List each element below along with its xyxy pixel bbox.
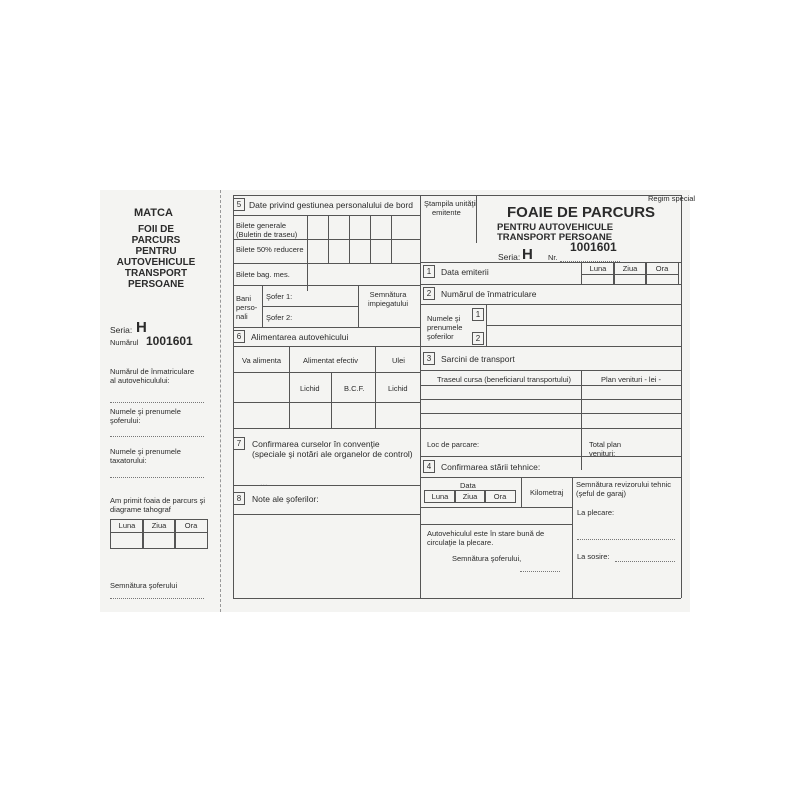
sofer1-field[interactable] [486,325,681,326]
la-sosire-label: La sosire: [577,552,610,561]
frame-bottom [233,598,681,599]
sec3-title: Sarcini de transport [441,354,515,364]
traseu-row-2[interactable] [420,413,681,414]
semnatura-impiegat-label: Semnătura impiegatului [368,290,409,308]
stub-signature-line[interactable] [110,598,204,599]
stub-date-header-ziua: Ziua [142,519,176,533]
bcf-label: B.C.F. [344,384,365,393]
alimentat-efectiv-label: Alimentat efectiv [303,356,359,365]
bilete-bag-label: Bilete bag. mes. [236,270,290,279]
stub-seria-label: Seria: [110,325,133,335]
ghost-text: ⋯ [260,480,268,489]
kilometraj-label: Kilometraj [530,488,564,497]
bani-personali-label: Bani perso- nali [236,294,258,321]
sec1-title: Data emiterii [441,267,489,277]
la-plecare-line[interactable] [577,539,675,540]
form-subtitle: PENTRU AUTOVEHICULE TRANSPORT PERSOANE [497,222,614,243]
frame-middle [420,195,421,598]
form-nr-label: Nr. [548,253,558,262]
bilete-50-label: Bilete 50% reducere [236,245,304,254]
sofer2-field[interactable] [420,346,681,347]
stub-taxator-label: Numele şi prenumele taxatorului: [110,447,181,465]
form-seria-label: Seria: [498,252,521,262]
stub-date-header-ora: Ora [174,519,208,533]
sec2-number: 2 [423,287,435,300]
stub-plate-label: Numărul de înmatriculare al autovehiculului: [110,367,195,385]
regim-special: Regim special [648,194,696,203]
total-plan-label: Total plan venituri: [589,440,622,458]
sec4-number: 4 [423,460,435,473]
sec3-number: 3 [423,352,435,365]
traseul-header: Traseul cursa (beneficiarul transportului) [437,375,571,384]
stub-signature-label: Semnătura şoferului [110,581,178,590]
data-header-ziua: Ziua [454,490,486,503]
semnatura-sofer-line[interactable] [520,571,560,572]
stub-driver-line[interactable] [110,436,204,437]
sec5-title: Date privind gestiunea personalului de bord [249,200,413,210]
stub-numarul-value: 1001601 [146,334,193,348]
stub-title: MATCA [134,207,173,219]
semnatura-sofer-label: Semnătura şoferului, [452,554,522,563]
traseu-row-1[interactable] [420,399,681,400]
lichid-label: Lichid [300,384,320,393]
ulei-label: Ulei [392,356,405,365]
data-header: Data [460,481,476,490]
autovehicul-label: Autovehiculul este în stare bună de circulaţie la plecare. [427,529,545,547]
emit-header-ziua: Ziua [613,262,647,275]
stub-plate-line[interactable] [110,402,204,403]
stub-date-ora-field[interactable] [174,532,208,549]
numele-soferilor-label: Numele şi prenumele şoferilor [427,314,463,341]
sofer-number-2: 2 [472,332,484,345]
sec8-title: Note ale şoferilor: [252,494,319,504]
bilete-generale-label: Bilete generale (Buletin de traseu) [236,221,298,239]
stamp-label: Ştampila unităţii emitente [424,199,477,217]
form-number: 1001601 [570,240,617,254]
emit-header-ora: Ora [645,262,679,275]
sec8-number: 8 [233,492,245,505]
plan-venituri-header: Plan venituri - lei - [601,375,662,384]
stub-date-luna-field[interactable] [110,532,144,549]
stub-driver-label: Numele şi prenumele şoferului: [110,407,181,425]
la-plecare-label: La plecare: [577,508,615,517]
stub-seria-value: H [136,319,147,336]
loc-parcare-label: Loc de parcare: [427,440,480,449]
sec6-number: 6 [233,330,245,343]
lichid2-label: Lichid [388,384,408,393]
va-alimenta-label: Va alimenta [242,356,282,365]
form-title: FOAIE DE PARCURS [507,204,656,221]
sofer-number-1: 1 [472,308,484,321]
stub-received-label: Am primit foaia de parcurs şi diagrame tahograf [110,496,206,514]
sec6-title: Alimentarea autovehicului [251,332,349,342]
sec4-title: Confirmarea stării tehnice: [441,462,541,472]
stub-date-header-luna: Luna [110,519,144,533]
perforation-line [220,190,221,612]
revizor-label: Semnătura revizorului tehnic (şeful de garaj) [576,480,672,498]
sec2-title: Numărul de înmatriculare [441,289,537,299]
data-header-ora: Ora [484,490,516,503]
sofer1-label: Şofer 1: [266,292,293,301]
frame-left [233,195,234,598]
la-sosire-line[interactable] [615,561,675,562]
emit-header-luna: Luna [581,262,615,275]
frame-right [681,195,682,598]
sofer2-label: Şofer 2: [266,313,293,322]
stub-taxator-line[interactable] [110,477,204,478]
data-header-luna: Luna [424,490,456,503]
form-seria-value: H [522,246,533,263]
sec7-title: Confirmarea curselor în convenţie (speciale şi notări ale organelor de control) [252,439,413,459]
sec7-number: 7 [233,437,245,450]
frame-top [233,195,681,196]
stub-numarul-label: Numărul [110,338,139,347]
sec1-number: 1 [423,265,435,278]
stub-subtitle: FOII DE PARCURS PENTRU AUTOVEHICULE TRANSPORT PERSOANE [116,224,196,290]
stub-date-ziua-field[interactable] [142,532,176,549]
traseu-row-3[interactable] [420,428,681,429]
sec5-number: 5 [233,198,245,211]
form-sheet [100,190,696,612]
